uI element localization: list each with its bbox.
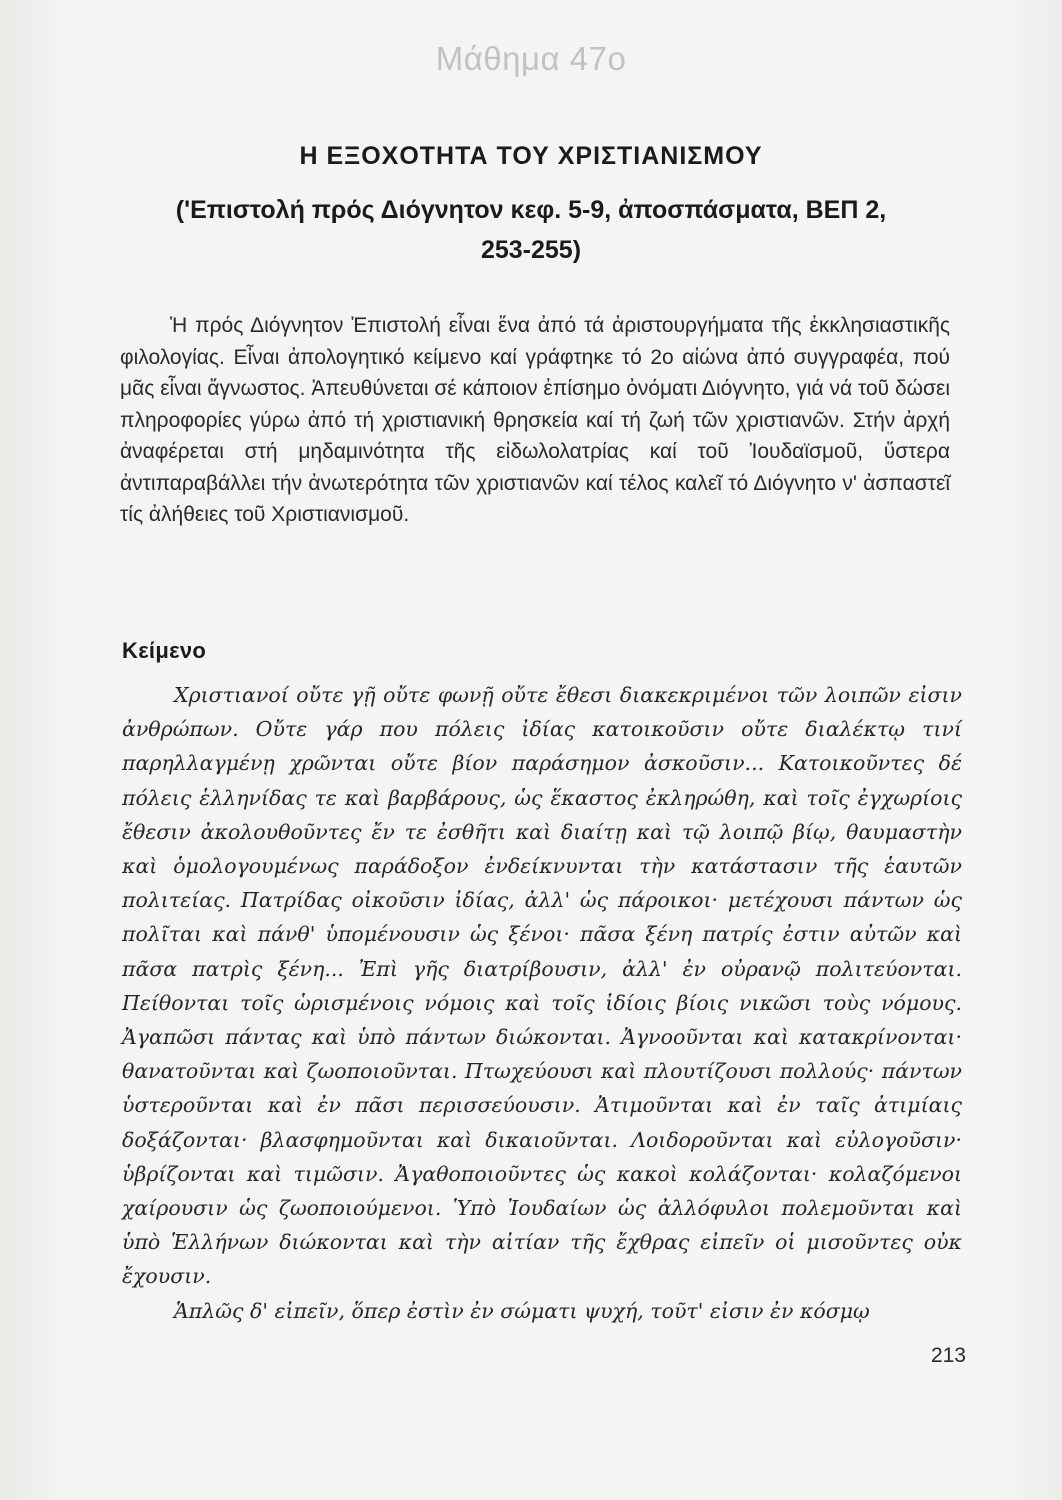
page-number: 213	[930, 1344, 966, 1367]
section-heading: Κείμενο	[122, 638, 207, 663]
intro-section	[120, 310, 950, 531]
intro-paragraph: Ἡ πρός Διόγνητον Ἐπιστολή εἶναι ἕνα ἀπό τά ἀριστουργήματα τῆς ἐκκλησιαστικῆς φιλολογίας. Εἶναι ἀπολογητικό κείμενο καί γράφτηκε τό 2ο αἰώνα ἀπό συγγραφέα, πού μᾶς εἶναι ἄγνωστος. Ἀπευθύνεται σέ κάποιον ἐπίσημο ὀνόματι Διόγνητο, γιά νά τοῦ δώσει πληροφορίες γύρω ἀπό τή χριστιανική θρησκεία καί τή ζωή τῶν χριστιανῶν. Στήν ἀρχή ἀναφέρεται στή μηδαμινότητα τῆς εἰδωλολατρίας καί τοῦ Ἰουδαϊσμοῦ, ὕστερα ἀντιπαραβάλλει τήν ἀνωτερότητα τῶν χριστιανῶν καί τέλος καλεῖ τό Διόγνητο ν' ἀσπαστεῖ τίς ἀλήθειες τοῦ Χριστιανισμοῦ.	[120, 314, 951, 526]
text-paragraph-1: Χριστιανοί οὔτε γῇ οὔτε φωνῇ οὔτε ἔθεσι διακεκριμένοι τῶν λοιπῶν εἰσιν ἀνθρώπων. Οὔτε γάρ που πόλεις ἰδίας κατοικοῦσιν οὔτε διαλέκτῳ τινί παρηλλαγμένῃ χρῶνται οὔτε βίον παράσημον ἀσκοῦσιν... Κατοικοῦντες δέ πόλεις ἑλληνίδας τε καὶ βαρβάρους, ὡς ἕκαστος ἐκληρώθη, καὶ τοῖς ἐγχωρίοις ἔθεσιν ἀκολουθοῦντες ἔν τε ἐσθῆτι καὶ διαίτῃ καὶ τῷ λοιπῷ βίῳ, θαυμαστὴν καὶ ὁμολογουμένως παράδοξον ἐνδείκνυνται τὴν κατάστασιν τῆς ἑαυτῶν πολιτείας. Πατρίδας οἰκοῦσιν ἰδίας, ἀλλ' ὡς πάροικοι· μετέχουσι πάντων ὡς πολῖται καὶ πάνθ' ὑπομένουσιν ὡς ξένοι· πᾶσα ξένη πατρίς ἐστιν αὐτῶν καὶ πᾶσα πατρὶς ξένη... Ἐπὶ γῆς διατρίβουσιν, ἀλλ' ἐν οὐρανῷ πολιτεύονται. Πείθονται τοῖς ὡρισμένοις νόμοις καὶ τοῖς ἰδίοις βίοις νικῶσι τοὺς νόμους. Ἀγαπῶσι πάντας καὶ ὑπὸ πάντων διώκονται. Ἀγνοοῦνται καὶ κατακρίνονται· θανατοῦνται καὶ ζωοποιοῦνται. Πτωχεύουσι καὶ πλουτίζουσι πολλούς· πάντων ὑστεροῦνται καὶ ἐν πᾶσι περισσεύουσιν. Ἀτιμοῦνται καὶ ἐν ταῖς ἀτιμίαις δοξάζονται· βλασφημοῦνται καὶ δικαιοῦνται. Λοιδοροῦνται καὶ εὐλογοῦσιν· ὑβρίζονται καὶ τιμῶσιν. Ἀγαθοποιοῦντες ὡς κακοὶ κολάζονται· κολαζόμενοι χαίρουσιν ὡς ζωοποιούμενοι. Ὑπὸ Ἰουδαίων ὡς ἀλλόφυλοι πολεμοῦνται καὶ ὑπὸ Ἑλλήνων διώκονται καὶ τὴν αἰτίαν τῆς ἔχθρας εἰπεῖν οἱ μισοῦντες οὐκ ἔχουσιν.	[122, 683, 962, 1289]
text-section	[122, 678, 962, 1328]
lesson-header: Μάθημα 47ο	[435, 40, 627, 77]
page-title: Η ΕΞΟΧΟΤΗΤΑ ΤΟΥ ΧΡΙΣΤΙΑΝΙΣΜΟΥ	[299, 142, 763, 170]
text-paragraph-2: Ἁπλῶς δ' εἰπεῖν, ὅπερ ἐστὶν ἐν σώματι ψυχή, τοῦτ' εἰσιν ἐν κόσμῳ	[174, 1298, 870, 1323]
page-subtitle: ('Επιστολή πρός Διόγνητον κεφ. 5-9, ἀποσπάσματα, ΒΕΠ 2, 253-255)	[175, 196, 887, 264]
